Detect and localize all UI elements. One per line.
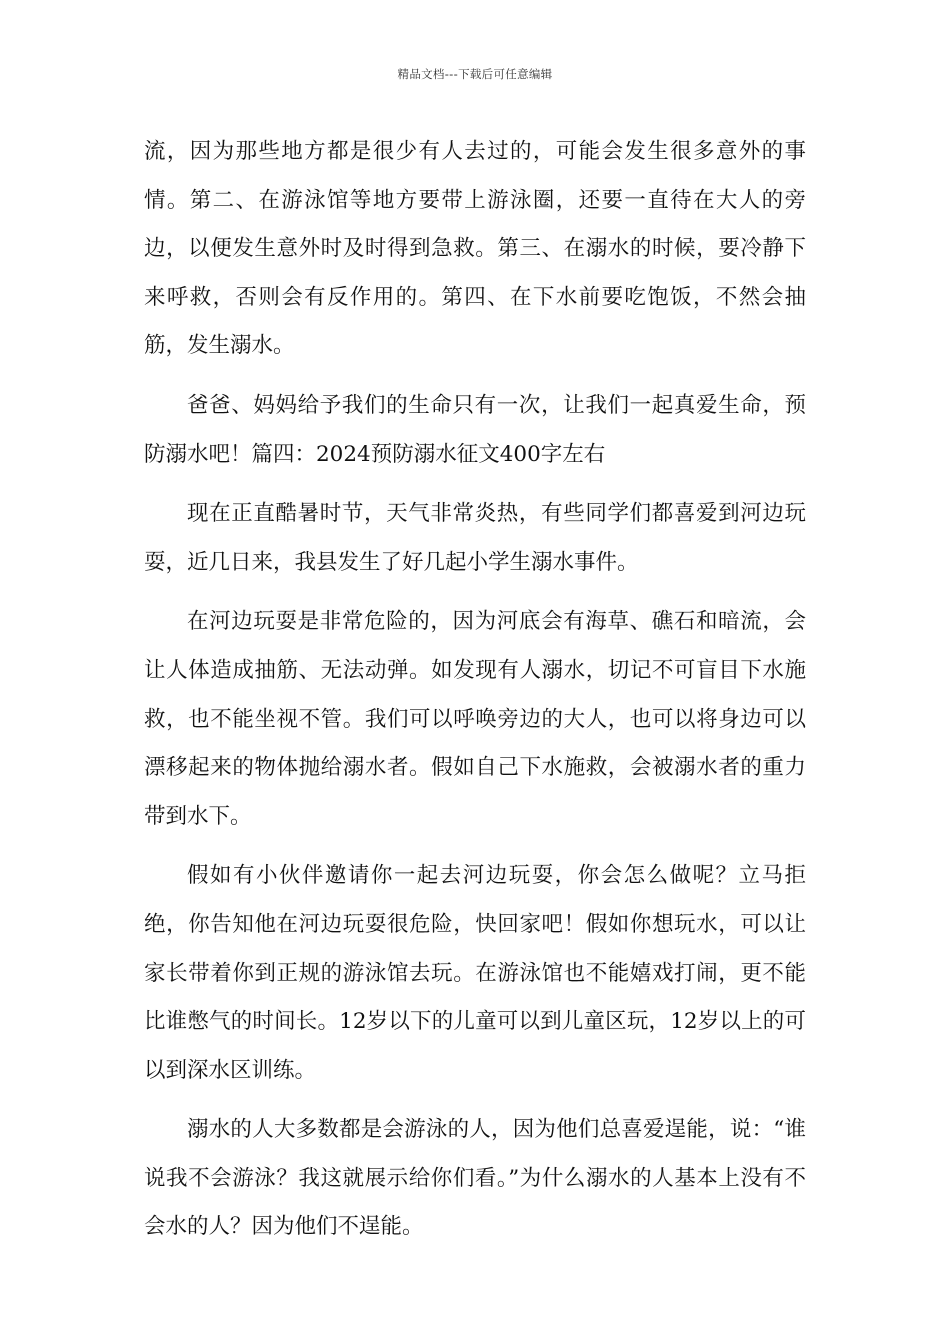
paragraph: 假如有小伙伴邀请你一起去河边玩耍，你会怎么做呢？立马拒绝，你告知他在河边玩耍很危险，快回家吧！假如你想玩水，可以让家长带着你到正规的游泳馆去玩。在游泳馆也不能嬉戏打闹，更不能比谁憋气的时间长。12岁以下的儿童可以到儿童区玩，12岁以上的可以到深水区训练。 <box>144 863 806 1083</box>
paragraph: 现在正直酷暑时节，天气非常炎热，有些同学们都喜爱到河边玩耍，近几日来，我县发生了好几起小学生溺水事件。 <box>144 501 806 575</box>
paragraph: 溺水的人大多数都是会游泳的人，因为他们总喜爱逞能，说：“谁说我不会游泳？我这就展示给你们看。”为什么溺水的人基本上没有不会水的人？因为他们不逞能。 <box>144 1117 806 1240</box>
document-body <box>144 128 806 1263</box>
page-header: 精品文档---下载后可任意编辑 <box>397 67 553 81</box>
paragraph-continued: 流，因为那些地方都是很少有人去过的，可能会发生很多意外的事情。第二、在游泳馆等地方要带上游泳圈，还要一直待在大人的旁边，以便发生意外时及时得到急救。第三、在溺水的时候，要冷静下来呼救，否则会有反作用的。第四、在下水前要吃饱饭，不然会抽筋，发生溺水。 <box>144 139 806 359</box>
paragraph: 在河边玩耍是非常危险的，因为河底会有海草、礁石和暗流，会让人体造成抽筋、无法动弹。如发现有人溺水，切记不可盲目下水施救，也不能坐视不管。我们可以呼唤旁边的大人，也可以将身边可以漂移起来的物体抛给溺水者。假如自己下水施救，会被溺水者的重力带到水下。 <box>144 609 806 829</box>
paragraph: 爸爸、妈妈给予我们的生命只有一次，让我们一起真爱生命，预防溺水吧！篇四：2024预防溺水征文400字左右 <box>144 392 806 467</box>
